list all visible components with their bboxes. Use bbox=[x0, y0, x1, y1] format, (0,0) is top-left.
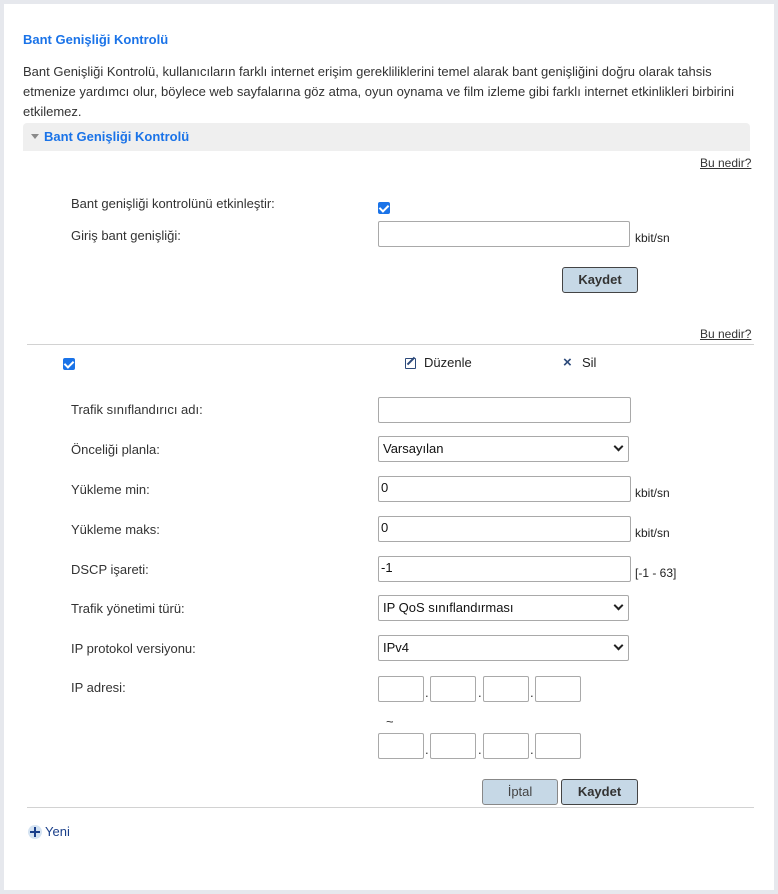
upload-min-unit: kbit/sn bbox=[635, 486, 670, 500]
ip-end-octet-2[interactable] bbox=[430, 733, 476, 759]
ip-dot: . bbox=[530, 742, 534, 757]
cancel-button[interactable]: İptal bbox=[482, 779, 558, 805]
collapse-triangle-icon[interactable] bbox=[31, 134, 39, 139]
ip-dot: . bbox=[478, 742, 482, 757]
priority-select[interactable] bbox=[378, 436, 629, 462]
save-rule-button[interactable]: Kaydet bbox=[561, 779, 638, 805]
classifier-label: Trafik sınıflandırıcı adı: bbox=[71, 402, 203, 417]
ip-dot: . bbox=[478, 685, 482, 700]
traffic-type-select[interactable] bbox=[378, 595, 629, 621]
chevron-down-icon bbox=[614, 601, 624, 611]
upload-max-input[interactable]: 0 bbox=[378, 516, 631, 542]
dscp-input[interactable]: -1 bbox=[378, 556, 631, 582]
section-title: Bant Genişliği Kontrolü bbox=[44, 129, 190, 144]
ip-address-label: IP adresi: bbox=[71, 680, 126, 695]
add-new-button[interactable]: Yeni bbox=[45, 824, 70, 839]
priority-select-value: Varsayılan bbox=[383, 441, 444, 456]
upload-min-label: Yükleme min: bbox=[71, 482, 150, 497]
range-separator: ~ bbox=[386, 714, 394, 729]
save-settings-button[interactable]: Kaydet bbox=[562, 267, 638, 293]
edit-button[interactable]: Düzenle bbox=[424, 355, 472, 370]
ip-end-octet-4[interactable] bbox=[535, 733, 581, 759]
classifier-input[interactable] bbox=[378, 397, 631, 423]
enable-checkbox[interactable] bbox=[378, 202, 390, 214]
ingress-input[interactable] bbox=[378, 221, 630, 247]
ip-dot: . bbox=[530, 685, 534, 700]
section-header[interactable] bbox=[23, 123, 750, 151]
footer-divider bbox=[27, 807, 754, 808]
ip-start-octet-4[interactable] bbox=[535, 676, 581, 702]
ip-start-octet-3[interactable] bbox=[483, 676, 529, 702]
ip-version-select-value: IPv4 bbox=[383, 640, 410, 655]
enable-label: Bant genişliği kontrolünü etkinleştir: bbox=[71, 196, 275, 211]
page-description: Bant Genişliği Kontrolü, kullanıcıların farklı internet erişim gerekliliklerini temel alarak bant genişliğini doğru olarak tahsis etmenize yardımcı olur, böylece web sayfalarına göz atma, oyun oynama ve film izleme gibi farklı internet etkinlikleri birbirini etkilemez. bbox=[23, 64, 734, 119]
ip-dot: . bbox=[425, 685, 429, 700]
chevron-down-icon bbox=[614, 442, 624, 452]
priority-label: Önceliği planla: bbox=[71, 442, 160, 457]
upload-max-label: Yükleme maks: bbox=[71, 522, 160, 537]
upload-min-input[interactable]: 0 bbox=[378, 476, 631, 502]
help-link-rules[interactable]: Bu nedir? bbox=[700, 327, 752, 341]
ip-end-octet-1[interactable] bbox=[378, 733, 424, 759]
dscp-label: DSCP işareti: bbox=[71, 562, 149, 577]
chevron-down-icon bbox=[614, 641, 624, 651]
ip-start-octet-1[interactable] bbox=[378, 676, 424, 702]
delete-button[interactable]: Sil bbox=[582, 355, 597, 370]
edit-icon[interactable] bbox=[405, 358, 416, 369]
page-title: Bant Genişliği Kontrolü bbox=[23, 32, 169, 47]
ip-end-octet-3[interactable] bbox=[483, 733, 529, 759]
traffic-type-label: Trafik yönetimi türü: bbox=[71, 601, 185, 616]
add-icon[interactable] bbox=[28, 825, 42, 839]
help-link-settings[interactable]: Bu nedir? bbox=[700, 156, 752, 170]
select-all-checkbox[interactable] bbox=[63, 358, 75, 370]
ingress-label: Giriş bant genişliği: bbox=[71, 228, 181, 243]
ingress-unit: kbit/sn bbox=[635, 231, 670, 245]
dscp-range: [-1 - 63] bbox=[635, 566, 677, 580]
ip-version-select[interactable] bbox=[378, 635, 629, 661]
ip-dot: . bbox=[425, 742, 429, 757]
rules-divider bbox=[27, 344, 754, 345]
ip-start-octet-2[interactable] bbox=[430, 676, 476, 702]
close-icon[interactable]: × bbox=[563, 354, 572, 371]
traffic-type-select-value: IP QoS sınıflandırması bbox=[383, 600, 514, 615]
upload-max-unit: kbit/sn bbox=[635, 526, 670, 540]
ip-version-label: IP protokol versiyonu: bbox=[71, 641, 196, 656]
